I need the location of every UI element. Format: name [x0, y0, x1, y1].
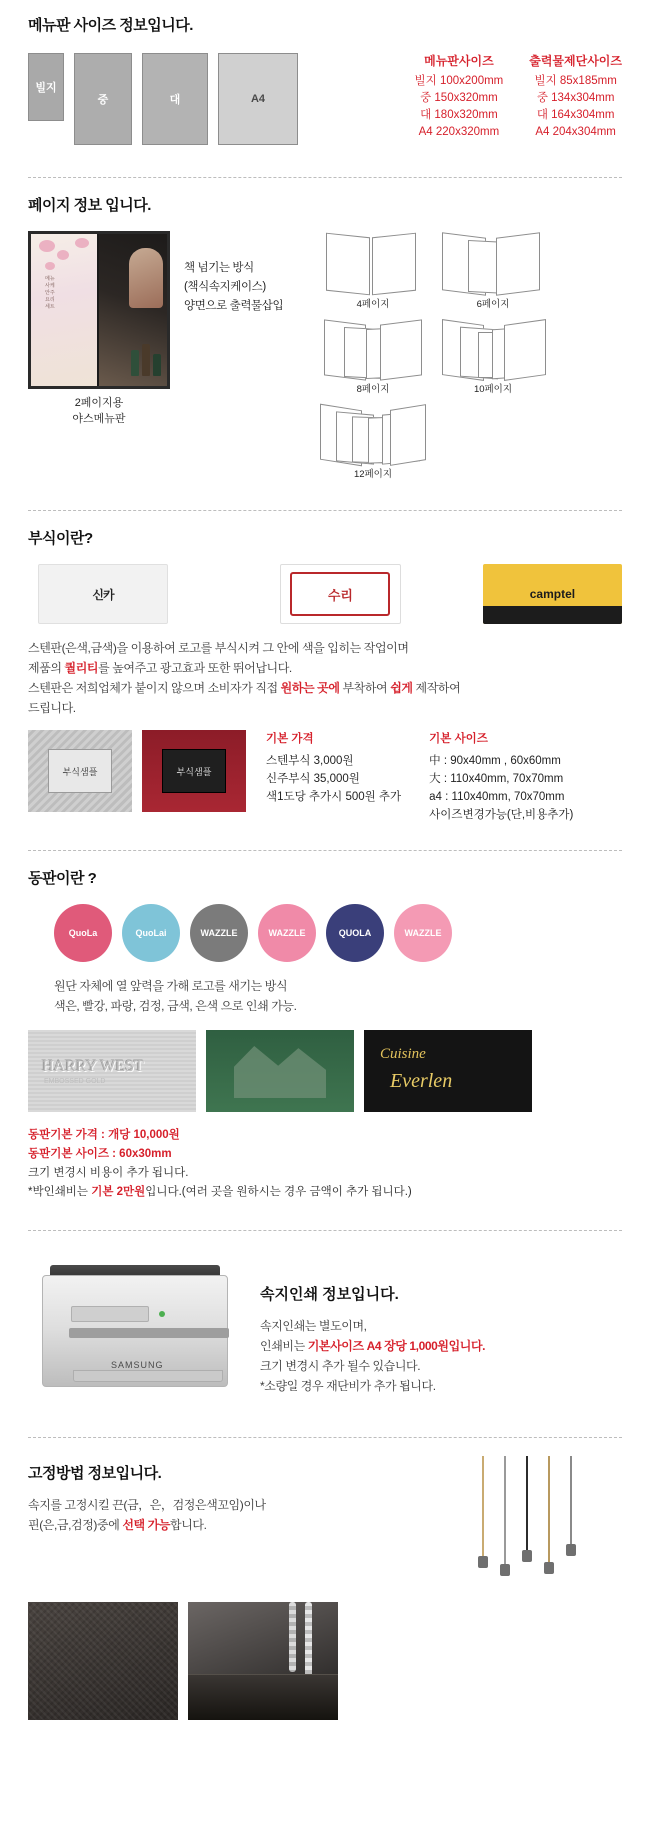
dongpan-desc-line-2: 색은, 빨강, 파랑, 검정, 금색, 은색 으로 인쇄 가능. [54, 999, 297, 1013]
printer-status-led [159, 1311, 165, 1317]
dongpan-description [28, 976, 622, 1016]
busik-logo-3-label: camptel [529, 587, 576, 601]
fixing-line-2: 핀(은,금,검정)중에 선택 가능합니다. [28, 1518, 207, 1532]
printer-body [42, 1275, 228, 1387]
busik-price-table [266, 730, 401, 824]
page-info-row [28, 231, 622, 480]
section-inner-print [0, 1231, 650, 1419]
inner-print-line-2: 인쇄비는 기본사이즈 A4 장당 1,000원입니다. [260, 1339, 486, 1353]
dongpan-coin-6: WAZZLE [394, 904, 452, 962]
page-diagram-10 [438, 316, 548, 395]
page-diagram-6 [438, 231, 548, 310]
dongpan-coin-4: WAZZLE [258, 904, 316, 962]
page-diagram-12 [318, 401, 428, 480]
size-line: 빌지 100x200mm [414, 75, 504, 87]
busik-desc-line-3: 스텐판은 저희업체가 붙이지 않으며 소비자가 직접 원하는 곳에 부착하여 쉽게 제작하여 [28, 681, 461, 695]
dongpan-photo-3-sub: Everlen [390, 1070, 453, 1092]
inner-print-body [260, 1316, 485, 1396]
busik-size-table [429, 730, 573, 824]
fixing-photo-1 [28, 1602, 178, 1720]
menu-photo [28, 231, 170, 389]
dongpan-coin-1: QuoLa [54, 904, 112, 962]
dongpan-prices [28, 1126, 622, 1202]
section-dongpan [0, 851, 650, 1214]
busik-logo-samples [28, 564, 622, 624]
busik-description [28, 638, 622, 718]
size-table-printcut [529, 53, 622, 141]
busik-desc-line-1: 스텐판(은색,금색)을 이용하여 로고를 부식시켜 그 안에 색을 입히는 작업이며 [28, 641, 409, 655]
fixing-body [28, 1495, 452, 1535]
page-diagram-4 [318, 231, 428, 310]
busik-logo-2-label: 수리 [290, 572, 390, 616]
fold-info-line: 책 넘기는 방식 [184, 262, 254, 274]
fixing-header [28, 1456, 622, 1586]
caption-line-1: 2페이지용 [74, 397, 124, 409]
size-table-printcut-header: 출력물제단사이즈 [529, 54, 622, 68]
fold-info-line: (책식속지케이스) [184, 281, 266, 293]
printer-brand-label: SAMSUNG [111, 1360, 164, 1370]
busik-price-line: 색1도당 추가시 500원 추가 [266, 791, 402, 803]
size-tables [415, 53, 622, 141]
size-table-menuboard-header: 메뉴판사이즈 [424, 54, 494, 68]
menu-photo-block [28, 231, 170, 480]
fold-info-line: 양면으로 출력물삽입 [184, 300, 284, 312]
leather-texture [28, 1602, 178, 1720]
dongpan-price-line-4: *박인쇄비는 기본 2만원입니다.(여러 곳을 원하시는 경우 금액이 추가 됩니다.) [28, 1186, 412, 1198]
dongpan-coin-5: QUOLA [326, 904, 384, 962]
caption-line-2: 야스메뉴판 [72, 413, 126, 425]
dongpan-price-line-1: 동판기본 가격 : 개당 10,000원 [28, 1129, 180, 1141]
size-table-menuboard [415, 53, 504, 141]
dongpan-photo-3 [364, 1030, 532, 1112]
section-title: 속지인쇄 정보입니다. [260, 1286, 399, 1303]
section-fixing-method [0, 1438, 650, 1744]
dongpan-price-line-2: 동판기본 사이즈 : 60x30mm [28, 1148, 172, 1160]
dongpan-photo-2 [206, 1030, 354, 1112]
section-title: 메뉴판 사이즈 정보입니다. [28, 17, 193, 34]
busik-size-line: 사이즈변경가능(단,비용추가) [429, 809, 574, 821]
inner-print-text [260, 1253, 485, 1396]
menu-photo-text: 메뉴 사케 안주 요리 세트 [45, 276, 55, 310]
board-sample-medium: 중 [74, 53, 132, 145]
size-line: 중 134x304mm [536, 92, 615, 104]
section-title: 페이지 정보 입니다. [28, 197, 151, 214]
menu-photo-right-page [99, 234, 167, 386]
menu-photo-left-page [31, 234, 99, 386]
dongpan-photo-1 [28, 1030, 196, 1112]
busik-size-header: 기본 사이즈 [429, 733, 488, 745]
strings-photo [452, 1456, 622, 1586]
size-line: A4 220x320mm [418, 126, 500, 138]
fold-method-info [184, 231, 312, 480]
page-diagram-art [438, 231, 548, 293]
busik-plate: 부식샘플 [162, 749, 226, 793]
dongpan-price-line-3: 크기 변경시 비용이 추가 됩니다. [28, 1167, 189, 1179]
busik-logo-2 [280, 564, 401, 624]
fixing-text [28, 1456, 452, 1535]
busik-size-line: a4 : 110x40mm, 70x70mm [429, 791, 565, 803]
illustration-figure [129, 248, 163, 308]
busik-size-line: 大 : 110x40mm, 70x70mm [429, 773, 564, 785]
page-diagram-caption: 10페이지 [473, 384, 513, 395]
busik-plate: 부식샘플 [48, 749, 112, 793]
size-line: 대 180x320mm [420, 109, 498, 121]
cord-2 [289, 1602, 296, 1672]
size-line: A4 204x304mm [535, 126, 616, 138]
logo-bar [483, 606, 622, 624]
busik-desc-line-2: 제품의 퀄리티를 높여주고 광고효과 또한 뛰어납니다. [28, 661, 292, 675]
busik-sample-photo-2 [142, 730, 246, 812]
inner-print-line-4: *소량일 경우 재단비가 추가 됩니다. [260, 1379, 436, 1393]
size-line: 중 150x320mm [420, 92, 498, 104]
dongpan-coin-samples [28, 904, 622, 962]
dongpan-photo-1-title: HARRY WEST [42, 1058, 144, 1075]
board-sample-bilji: 빌지 [28, 53, 64, 121]
dongpan-coin-3: WAZZLE [190, 904, 248, 962]
dongpan-photo-1-sub: EMBOSSED GOLD [44, 1078, 106, 1085]
menu-cover [188, 1674, 338, 1720]
fixing-photo-2 [188, 1602, 338, 1720]
dongpan-sample-photos [28, 1030, 622, 1112]
inner-print-line-1: 속지인쇄는 별도이며, [260, 1319, 367, 1333]
section-title: 고정방법 정보입니다. [28, 1465, 162, 1482]
page-diagram-caption: 12페이지 [353, 469, 393, 480]
busik-size-line: 中 : 90x40mm , 60x60mm [429, 755, 561, 767]
section-title: 동판이란 ? [28, 870, 97, 887]
fixing-line-1: 속지를 고정시킬 끈(금，은，검정은색꼬임)이나 [28, 1498, 266, 1512]
section-menu-board-sizes [0, 0, 650, 155]
busik-info-tables [266, 730, 573, 824]
page-diagram-art [318, 316, 428, 378]
busik-price-line: 신주부식 35,000원 [266, 773, 360, 785]
printer-photo [28, 1253, 242, 1403]
fixing-sample-photos [28, 1602, 622, 1720]
busik-logo-3 [483, 564, 622, 624]
page-count-diagrams [318, 231, 622, 480]
inner-print-line-3: 크기 변경시 추가 될수 있습니다. [260, 1359, 421, 1373]
busik-desc-line-4: 드립니다. [28, 701, 76, 715]
busik-sample-photo-1 [28, 730, 132, 812]
size-line: 대 164x304mm [536, 109, 615, 121]
dongpan-coin-2: QuoLai [122, 904, 180, 962]
dongpan-photo-3-title: Cuisine [380, 1046, 426, 1062]
boards-and-sizes-row [28, 53, 622, 145]
busik-price-line: 스텐부식 3,000원 [266, 755, 354, 767]
section-title: 부식이란? [28, 530, 93, 547]
board-samples [28, 53, 298, 145]
size-line: 빌지 85x185mm [534, 75, 617, 87]
illustration-bottles [131, 344, 161, 376]
page-diagram-caption: 4페이지 [356, 299, 390, 310]
printer-output-slot [69, 1328, 229, 1338]
busik-logo-1 [38, 564, 168, 624]
board-sample-a4: A4 [218, 53, 298, 145]
section-page-info [0, 178, 650, 494]
printer-control-panel [71, 1306, 149, 1322]
page-diagram-caption: 6페이지 [476, 299, 510, 310]
printer-paper-tray [73, 1370, 223, 1382]
busik-price-header: 기본 가격 [266, 733, 314, 745]
dongpan-photo-2-shape [234, 1046, 326, 1098]
busik-logo-1-label: 신카 [92, 587, 114, 602]
dongpan-desc-line-1: 원단 자체에 열 앞력을 가해 로고를 새기는 방식 [54, 979, 288, 993]
busik-samples-and-prices [28, 730, 622, 824]
section-busik [0, 511, 650, 836]
page-diagram-art [318, 231, 428, 293]
board-sample-large: 대 [142, 53, 208, 145]
page-diagram-art [318, 401, 428, 463]
page-diagram-art [438, 316, 548, 378]
menu-photo-caption [28, 395, 170, 427]
page-diagram-caption: 8페이지 [356, 384, 390, 395]
page-diagram-8 [318, 316, 428, 395]
